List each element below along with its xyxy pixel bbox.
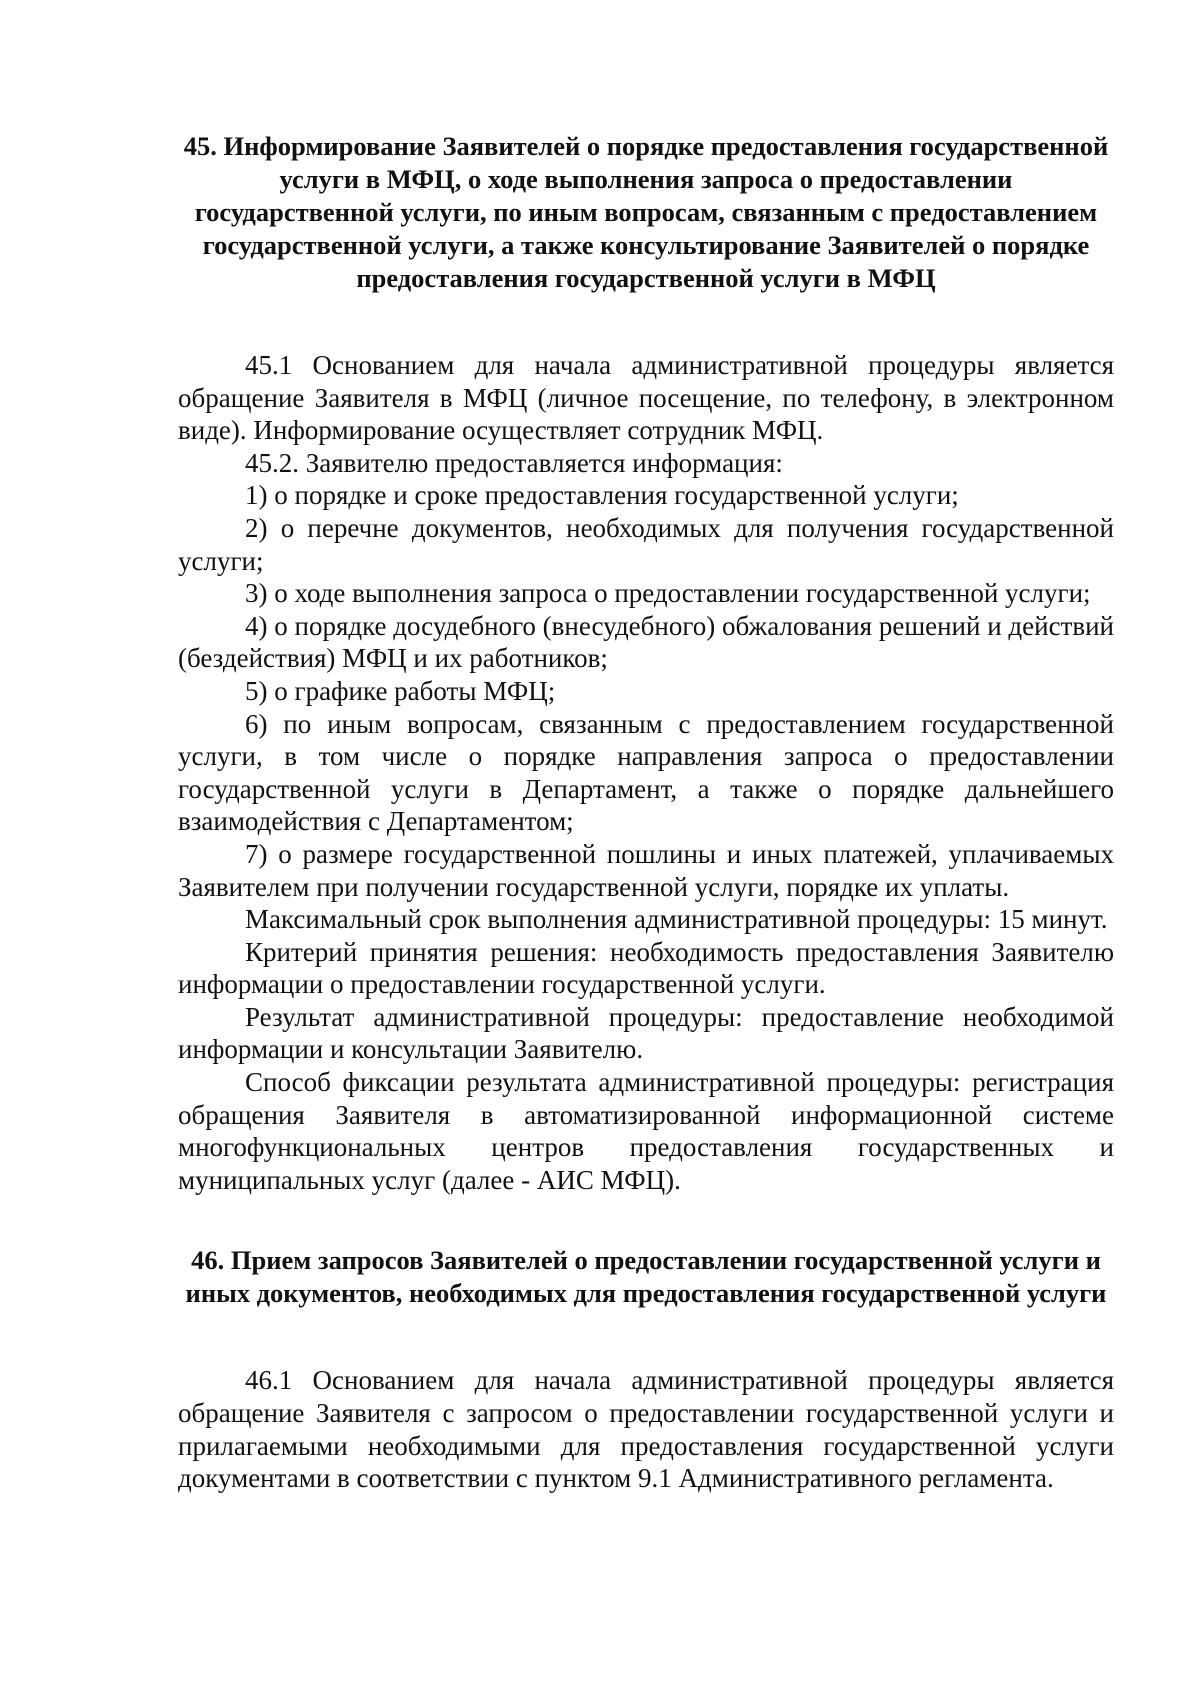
result-recording-paragraph: Способ фиксации результата административной процедуры: регистрация обращения Заявителя в автоматизированной информационной системе многофункциональных центров предоставления государственных и муниципальных услуг (далее - АИС МФЦ). — [178, 1067, 1114, 1195]
document-body — [178, 130, 1114, 1495]
paragraph-46-1: 46.1 Основанием для начала административной процедуры является обращение Заявителя с запросом о предоставлении государственной услуги и прилагаемыми необходимыми для предоставления государственной услуги документами в соответствии с пунктом 9.1 Административного регламента. — [178, 1365, 1114, 1494]
list-item-3: 3) о ходе выполнения запроса о предоставлении государственной услуги; — [245, 578, 1091, 609]
list-item-4: 4) о порядке досудебного (внесудебного) обжалования решений и действий (бездействия) МФЦ и их работников; — [178, 610, 1115, 674]
list-item-1: 1) о порядке и сроке предоставления государственной услуги; — [245, 480, 959, 511]
list-item-5: 5) о графике работы МФЦ; — [245, 675, 556, 706]
list-item-7: 7) о размере государственной пошлины и иных платежей, уплачиваемых Заявителем при получении государственной услуги, порядке их уплаты. — [178, 838, 1114, 902]
max-duration-paragraph: Максимальный срок выполнения административной процедуры: 15 минут. — [245, 904, 1108, 935]
decision-criterion-paragraph: Критерий принятия решения: необходимость предоставления Заявителю информации о предоставлении государственной услуги. — [178, 936, 1114, 1000]
paragraph-45-2: 45.2. Заявителю предоставляется информация: — [245, 447, 783, 478]
procedure-result-paragraph: Результат административной процедуры: предоставление необходимой информации и консультации Заявителю. — [178, 1001, 1114, 1065]
list-item-6: 6) по иным вопросам, связанным с предоставлением государственной услуги, в том числе о порядке направления запроса о предоставлении государственной услуги в Департамент, а также о порядке дальнейшего взаимодействия с Департаментом; — [178, 708, 1114, 837]
list-item-2: 2) о перечне документов, необходимых для получения государственной услуги; — [178, 512, 1114, 576]
section-46-heading: 46. Прием запросов Заявителей о предоставлении государственной услуги и иных документов, необходимых для предоставления государственной услуги — [185, 1245, 1107, 1309]
paragraph-45-1: 45.1 Основанием для начала административной процедуры является обращение Заявителя в МФЦ (личное посещение, по телефону, в электронном виде). Информирование осуществляет сотрудник МФЦ. — [178, 350, 1114, 446]
section-45-heading: 45. Информирование Заявителей о порядке предоставления государственной услуги в МФЦ, о ходе выполнения запроса о предоставлении государственной услуги, по иным вопросам, связанным с предоставлением государственной услуги, а также консультирование Заявителей о порядке предоставления государственной услуги в МФЦ — [183, 131, 1109, 293]
